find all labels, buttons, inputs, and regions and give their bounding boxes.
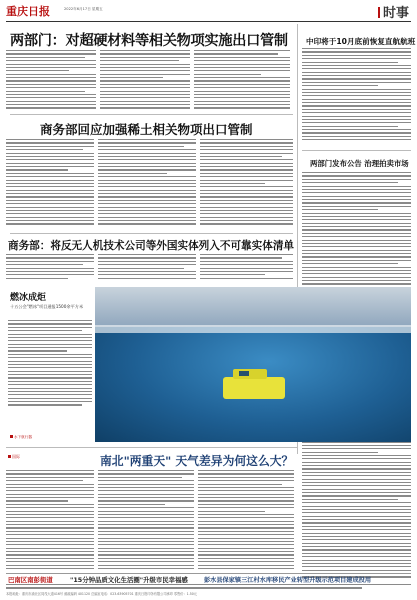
article-body	[6, 139, 94, 229]
center-tag	[8, 454, 20, 460]
right-mid-headline: 两部门发布公告 治理拍卖市场	[310, 159, 409, 168]
article-body	[98, 139, 196, 229]
photo-caption	[10, 435, 32, 440]
article-divider	[302, 150, 411, 151]
article-body	[6, 50, 96, 112]
section-title	[378, 2, 409, 21]
article-body	[8, 320, 92, 412]
underwater-vehicle-image	[223, 377, 285, 399]
issue-date: 2022年6月17日 星期五	[64, 7, 103, 11]
article-divider	[6, 447, 297, 448]
right-top-headline: 中印将于10月底前恢复直航航班	[306, 37, 416, 46]
article-divider	[10, 114, 293, 115]
caption-marker-icon	[10, 435, 13, 438]
article-body	[200, 139, 293, 229]
article-body	[200, 254, 293, 284]
section-label: 时事	[382, 6, 409, 21]
article-body	[302, 172, 411, 290]
news-photo	[95, 287, 411, 442]
newspaper-logo: 重庆日报	[6, 5, 50, 18]
article-body	[6, 584, 411, 590]
article-body	[98, 470, 194, 572]
center-headline: 南北"两重天" 天气差异为何这么大？	[100, 454, 294, 468]
photo-wave	[95, 325, 411, 333]
bottom-rule	[6, 573, 411, 574]
bottom-right-headline: 彭水县保家镇三江村水库移民产业转型升级示范项目建成投用	[204, 577, 372, 584]
page-footer: 本报地址：重庆市渝北区同茂大道416号 邮政编码 401120 总编室电话：023-63905701 重庆日报印务有限公司承印 零售价：1.50元	[6, 592, 197, 596]
photo-caption-label: 水下航行器	[14, 435, 32, 439]
article-body	[100, 50, 190, 112]
article-body	[198, 470, 294, 572]
photo-sky	[95, 287, 411, 327]
article-body	[6, 470, 94, 572]
center-tag-label: 国际	[12, 454, 20, 459]
article-body	[6, 254, 94, 284]
main-headline: 两部门：对超硬材料等相关物项实施出口管制	[10, 33, 288, 49]
article-body	[194, 50, 290, 112]
masthead	[6, 2, 411, 20]
second-headline: 商务部回应加强稀土相关物项出口管制	[40, 122, 253, 137]
bottom-left-headline: 巴南区南彭街道	[8, 576, 53, 584]
article-body	[98, 254, 196, 284]
vehicle-window	[239, 371, 249, 376]
tag-marker-icon	[8, 455, 11, 458]
top-rule	[6, 21, 411, 22]
section-bar-icon	[378, 7, 380, 18]
article-body	[302, 48, 411, 146]
left-side-subtitle: 十五公会"燃冰"项目通报1500余平方米	[10, 304, 84, 309]
third-headline: 商务部：将反无人机技术公司等外国实体列入不可靠实体清单	[8, 240, 295, 252]
left-side-title: 燃冰成炬	[10, 293, 47, 303]
bottom-mid-headline: "15分钟品质文化生活圈"升级市民幸福感	[70, 576, 188, 584]
article-divider	[10, 233, 293, 234]
